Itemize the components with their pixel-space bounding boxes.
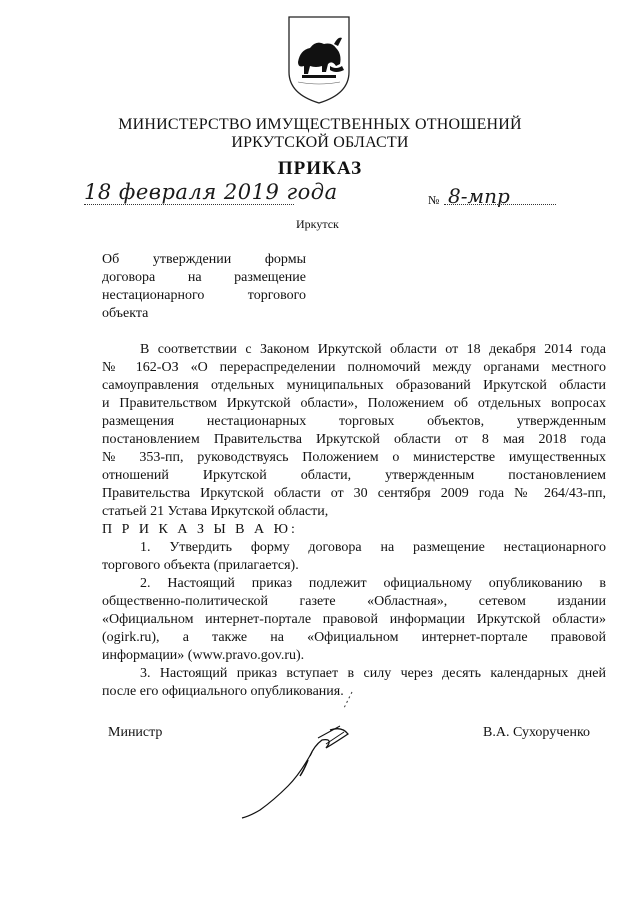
- coat-of-arms-emblem: [286, 14, 352, 106]
- body-line: № 353-пп, руководствуясь Положением о министерстве имущественных: [102, 450, 606, 465]
- ministry-name-line1: МИНИСТЕРСТВО ИМУЩЕСТВЕННЫХ ОТНОШЕНИЙ: [118, 116, 522, 133]
- document-body: [102, 341, 606, 701]
- subject-line: объекта: [102, 306, 149, 321]
- city-name: Иркутск: [296, 217, 339, 231]
- number-label: №: [428, 193, 440, 207]
- signer-position: Министр: [108, 725, 163, 740]
- item-1-line: 1. Утвердить форму договора на размещение нестационарного: [140, 540, 606, 555]
- handwritten-document-number: 8-мпр: [448, 184, 510, 208]
- item-2-line: 2. Настоящий приказ подлежит официальному опубликованию в: [140, 576, 606, 591]
- body-line: и Правительством Иркутской области», Положением об отдельных вопросах: [102, 396, 606, 411]
- item-2-line: «Официальном интернет-портале правовой информации Иркутской области»: [102, 612, 606, 627]
- document-title: ПРИКАЗ: [277, 158, 363, 179]
- item-3-line: после его официального опубликования.: [102, 684, 344, 699]
- handwritten-signature: [230, 690, 380, 820]
- document-subject: [102, 251, 306, 323]
- ministry-name-line2: ИРКУТСКОЙ ОБЛАСТИ: [231, 134, 409, 151]
- subject-line: Об утверждении формы: [102, 252, 306, 267]
- item-2-line: (ogirk.ru), а также на «Официальном интернет-портале правовой: [102, 630, 606, 645]
- body-line: постановлением Правительства Иркутской области от 8 мая 2018 года: [102, 432, 606, 447]
- date-underline: [84, 204, 294, 205]
- body-line: В соответствии с Законом Иркутской области от 18 декабря 2014 года: [140, 342, 606, 357]
- body-line: статьей 21 Устава Иркутской области,: [102, 504, 329, 519]
- subject-line: договора на размещение: [102, 270, 306, 285]
- order-keyword: П Р И К А З Ы В А Ю:: [102, 522, 298, 537]
- item-2-line: общественно-политической газете «Областная», сетевом издании: [102, 594, 606, 609]
- item-3-line: 3. Настоящий приказ вступает в силу через десять календарных дней: [140, 666, 606, 681]
- signer-name: В.А. Сухорученко: [483, 725, 591, 740]
- body-line: самоуправления отдельных муниципальных образований Иркутской области: [102, 378, 606, 393]
- handwritten-date: 18 февраля 2019 года: [84, 180, 338, 204]
- subject-line: нестационарного торгового: [102, 288, 306, 303]
- body-line: отношений Иркутской области, утвержденным постановлением: [102, 468, 606, 483]
- body-line: Правительства Иркутской области от 30 сентября 2009 года № 264/43-пп,: [102, 486, 606, 501]
- body-line: № 162-ОЗ «О перераспределении полномочий между органами местного: [102, 360, 606, 375]
- body-line: размещения нестационарных торговых объектов, утвержденным: [102, 414, 606, 429]
- item-1-line: торгового объекта (прилагается).: [102, 558, 299, 573]
- item-2-line: информации» (www.pravo.gov.ru).: [102, 648, 305, 663]
- number-underline: [444, 204, 556, 205]
